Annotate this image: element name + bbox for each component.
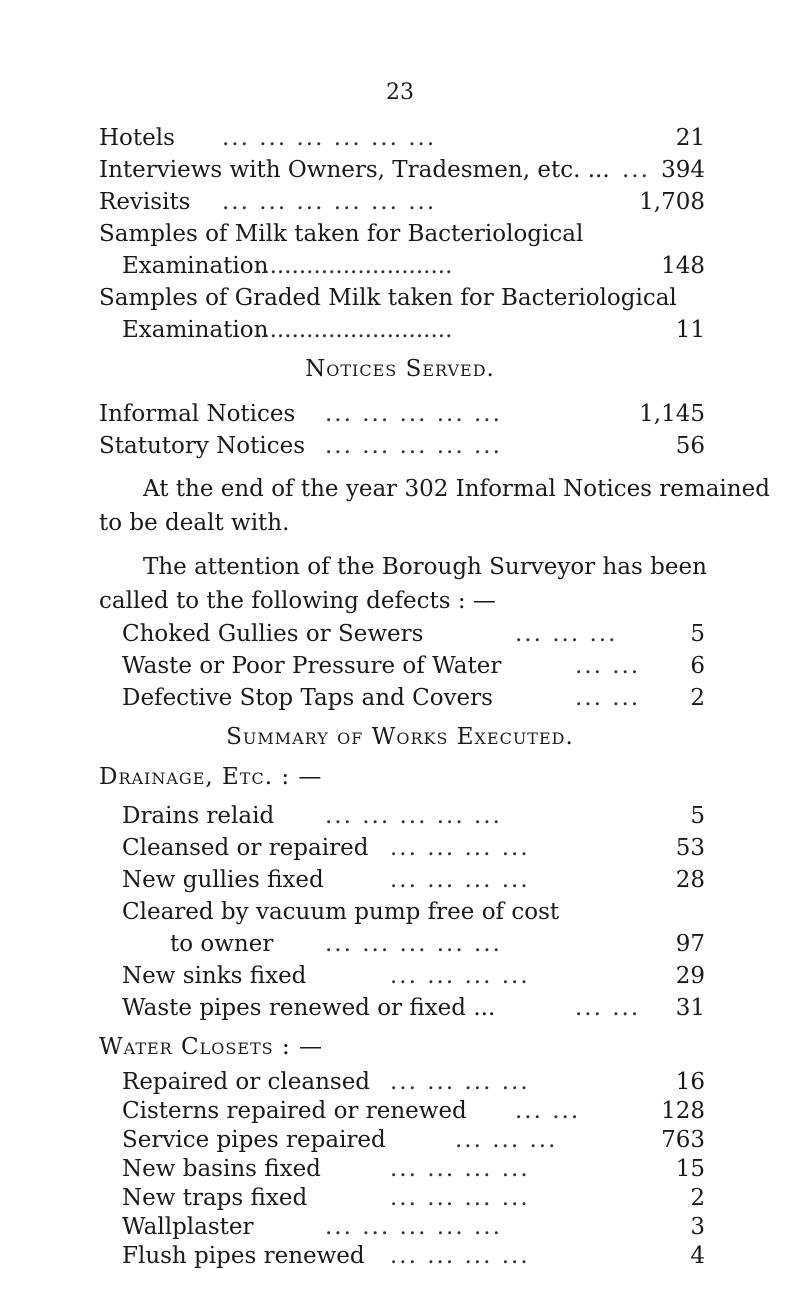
- list-item: [0, 896, 800, 928]
- leader-dots: ... ...: [515, 1098, 581, 1124]
- leader-dots: ... ... ... ... ... ...: [222, 189, 437, 215]
- list-item: [0, 398, 800, 430]
- item-label: to owner: [170, 931, 274, 957]
- item-label: Wallplaster: [122, 1214, 254, 1240]
- item-value: 28: [675, 867, 705, 893]
- list-item: [0, 618, 800, 650]
- item-label: Hotels: [99, 125, 175, 151]
- item-value: 6: [690, 653, 705, 679]
- item-value: 1,708: [639, 189, 705, 215]
- leader-dots: ... ... ... ... ...: [325, 803, 502, 829]
- list-item: [0, 430, 800, 462]
- list-item: [0, 1182, 800, 1214]
- item-value: 21: [675, 125, 705, 151]
- paragraph-line: At the end of the year 302 Informal Notices remained: [143, 476, 770, 502]
- leader-dots: ... ... ... ... ... ...: [222, 125, 437, 151]
- item-label: Service pipes repaired: [122, 1127, 386, 1153]
- paragraph-outstanding-notices: [99, 472, 770, 540]
- list-item: [0, 1240, 800, 1272]
- list-item: [0, 682, 800, 714]
- item-label: Waste or Poor Pressure of Water: [122, 653, 502, 679]
- water-closets-heading: Water Closets : —: [99, 1034, 324, 1060]
- leader-dots: ... ... ...: [455, 1127, 558, 1153]
- item-label: Defective Stop Taps and Covers: [122, 685, 493, 711]
- item-value: 394: [661, 157, 705, 183]
- item-label: Flush pipes renewed: [122, 1243, 365, 1269]
- list-item: [0, 1211, 800, 1243]
- paragraph-line: to be dealt with.: [99, 510, 290, 536]
- leader-dots: ... ... ... ...: [390, 867, 530, 893]
- list-item: [0, 282, 800, 314]
- leader-dots: ... ... ... ...: [390, 835, 530, 861]
- item-value: 53: [675, 835, 705, 861]
- leader-dots: ... ... ... ...: [390, 963, 530, 989]
- list-item: [0, 154, 800, 186]
- item-label: Revisits: [99, 189, 191, 215]
- list-item: [0, 1153, 800, 1185]
- item-value: 3: [690, 1214, 705, 1240]
- item-value: 5: [690, 803, 705, 829]
- leader-dots: ... ... ... ...: [390, 1185, 530, 1211]
- item-value: 16: [675, 1069, 705, 1095]
- leader-dots: ...: [622, 157, 650, 183]
- item-value: 15: [675, 1156, 705, 1182]
- item-label: New traps fixed: [122, 1185, 308, 1211]
- item-value: 128: [661, 1098, 705, 1124]
- item-label: Examination: [122, 253, 269, 279]
- item-value: 11: [675, 317, 705, 343]
- item-value: 2: [690, 1185, 705, 1211]
- page-number: 23: [386, 80, 414, 105]
- item-label: Repaired or cleansed: [122, 1069, 371, 1095]
- paragraph-surveyor: [99, 550, 707, 618]
- paragraph-line: The attention of the Borough Surveyor has been: [143, 554, 707, 580]
- list-item: [0, 1095, 800, 1127]
- item-label: Informal Notices: [99, 401, 296, 427]
- item-label: Samples of Milk taken for Bacteriological: [99, 221, 584, 247]
- list-item: [0, 186, 800, 218]
- item-label: Cleansed or repaired: [122, 835, 369, 861]
- item-label: Interviews with Owners, Tradesmen, etc. ...: [99, 157, 610, 183]
- summary-heading: Summary of Works Executed.: [226, 724, 574, 750]
- leader-dots: ... ... ... ...: [390, 1243, 530, 1269]
- item-value: 97: [675, 931, 705, 957]
- item-value: 2: [690, 685, 705, 711]
- item-value: 1,145: [639, 401, 705, 427]
- leader-dots: ... ...: [575, 995, 641, 1021]
- leader-dots: ... ... ... ... ...: [325, 433, 502, 459]
- list-item: [0, 800, 800, 832]
- item-label: Drains relaid: [122, 803, 275, 829]
- leader-dots: ... ...: [575, 653, 641, 679]
- item-value: 56: [675, 433, 705, 459]
- item-label: Choked Gullies or Sewers: [122, 621, 424, 647]
- list-item: [0, 928, 800, 960]
- list-item: [0, 960, 800, 992]
- list-item: [0, 250, 800, 282]
- list-item: [0, 122, 800, 154]
- item-label: Statutory Notices: [99, 433, 306, 459]
- item-value: 29: [675, 963, 705, 989]
- item-value: 148: [661, 253, 705, 279]
- item-label: New basins fixed: [122, 1156, 321, 1182]
- item-label: New gullies fixed: [122, 867, 324, 893]
- item-label: Examination: [122, 317, 269, 343]
- list-item: [0, 218, 800, 250]
- drainage-heading: Drainage, Etc. : —: [99, 764, 323, 790]
- item-value: 763: [661, 1127, 705, 1153]
- list-item: [0, 864, 800, 896]
- item-label: Cleared by vacuum pump free of cost: [122, 899, 560, 925]
- list-item: [0, 1066, 800, 1098]
- paragraph-line: called to the following defects : —: [99, 588, 496, 614]
- item-value: 5: [690, 621, 705, 647]
- leader-dots: ... ... ... ...: [390, 1069, 530, 1095]
- item-label: New sinks fixed: [122, 963, 307, 989]
- list-item: [0, 650, 800, 682]
- item-label: Samples of Graded Milk taken for Bacteriological: [99, 285, 677, 311]
- leader-dots: ... ... ... ... ...: [325, 931, 502, 957]
- list-item: [0, 1124, 800, 1156]
- leader-dots: ... ... ... ... ...: [325, 401, 502, 427]
- leader-dots: ... ... ... ...: [390, 1156, 530, 1182]
- leader-dots: ...........................: [255, 317, 453, 343]
- list-item: [0, 314, 800, 346]
- item-value: 31: [675, 995, 705, 1021]
- leader-dots: ...........................: [255, 253, 453, 279]
- list-item: [0, 832, 800, 864]
- notices-heading: Notices Served.: [305, 356, 495, 382]
- item-label: Cisterns repaired or renewed: [122, 1098, 467, 1124]
- list-item: [0, 992, 800, 1024]
- leader-dots: ... ... ...: [515, 621, 618, 647]
- leader-dots: ... ...: [575, 685, 641, 711]
- item-label: Waste pipes renewed or fixed ...: [122, 995, 496, 1021]
- item-value: 4: [690, 1243, 705, 1269]
- leader-dots: ... ... ... ... ...: [325, 1214, 502, 1240]
